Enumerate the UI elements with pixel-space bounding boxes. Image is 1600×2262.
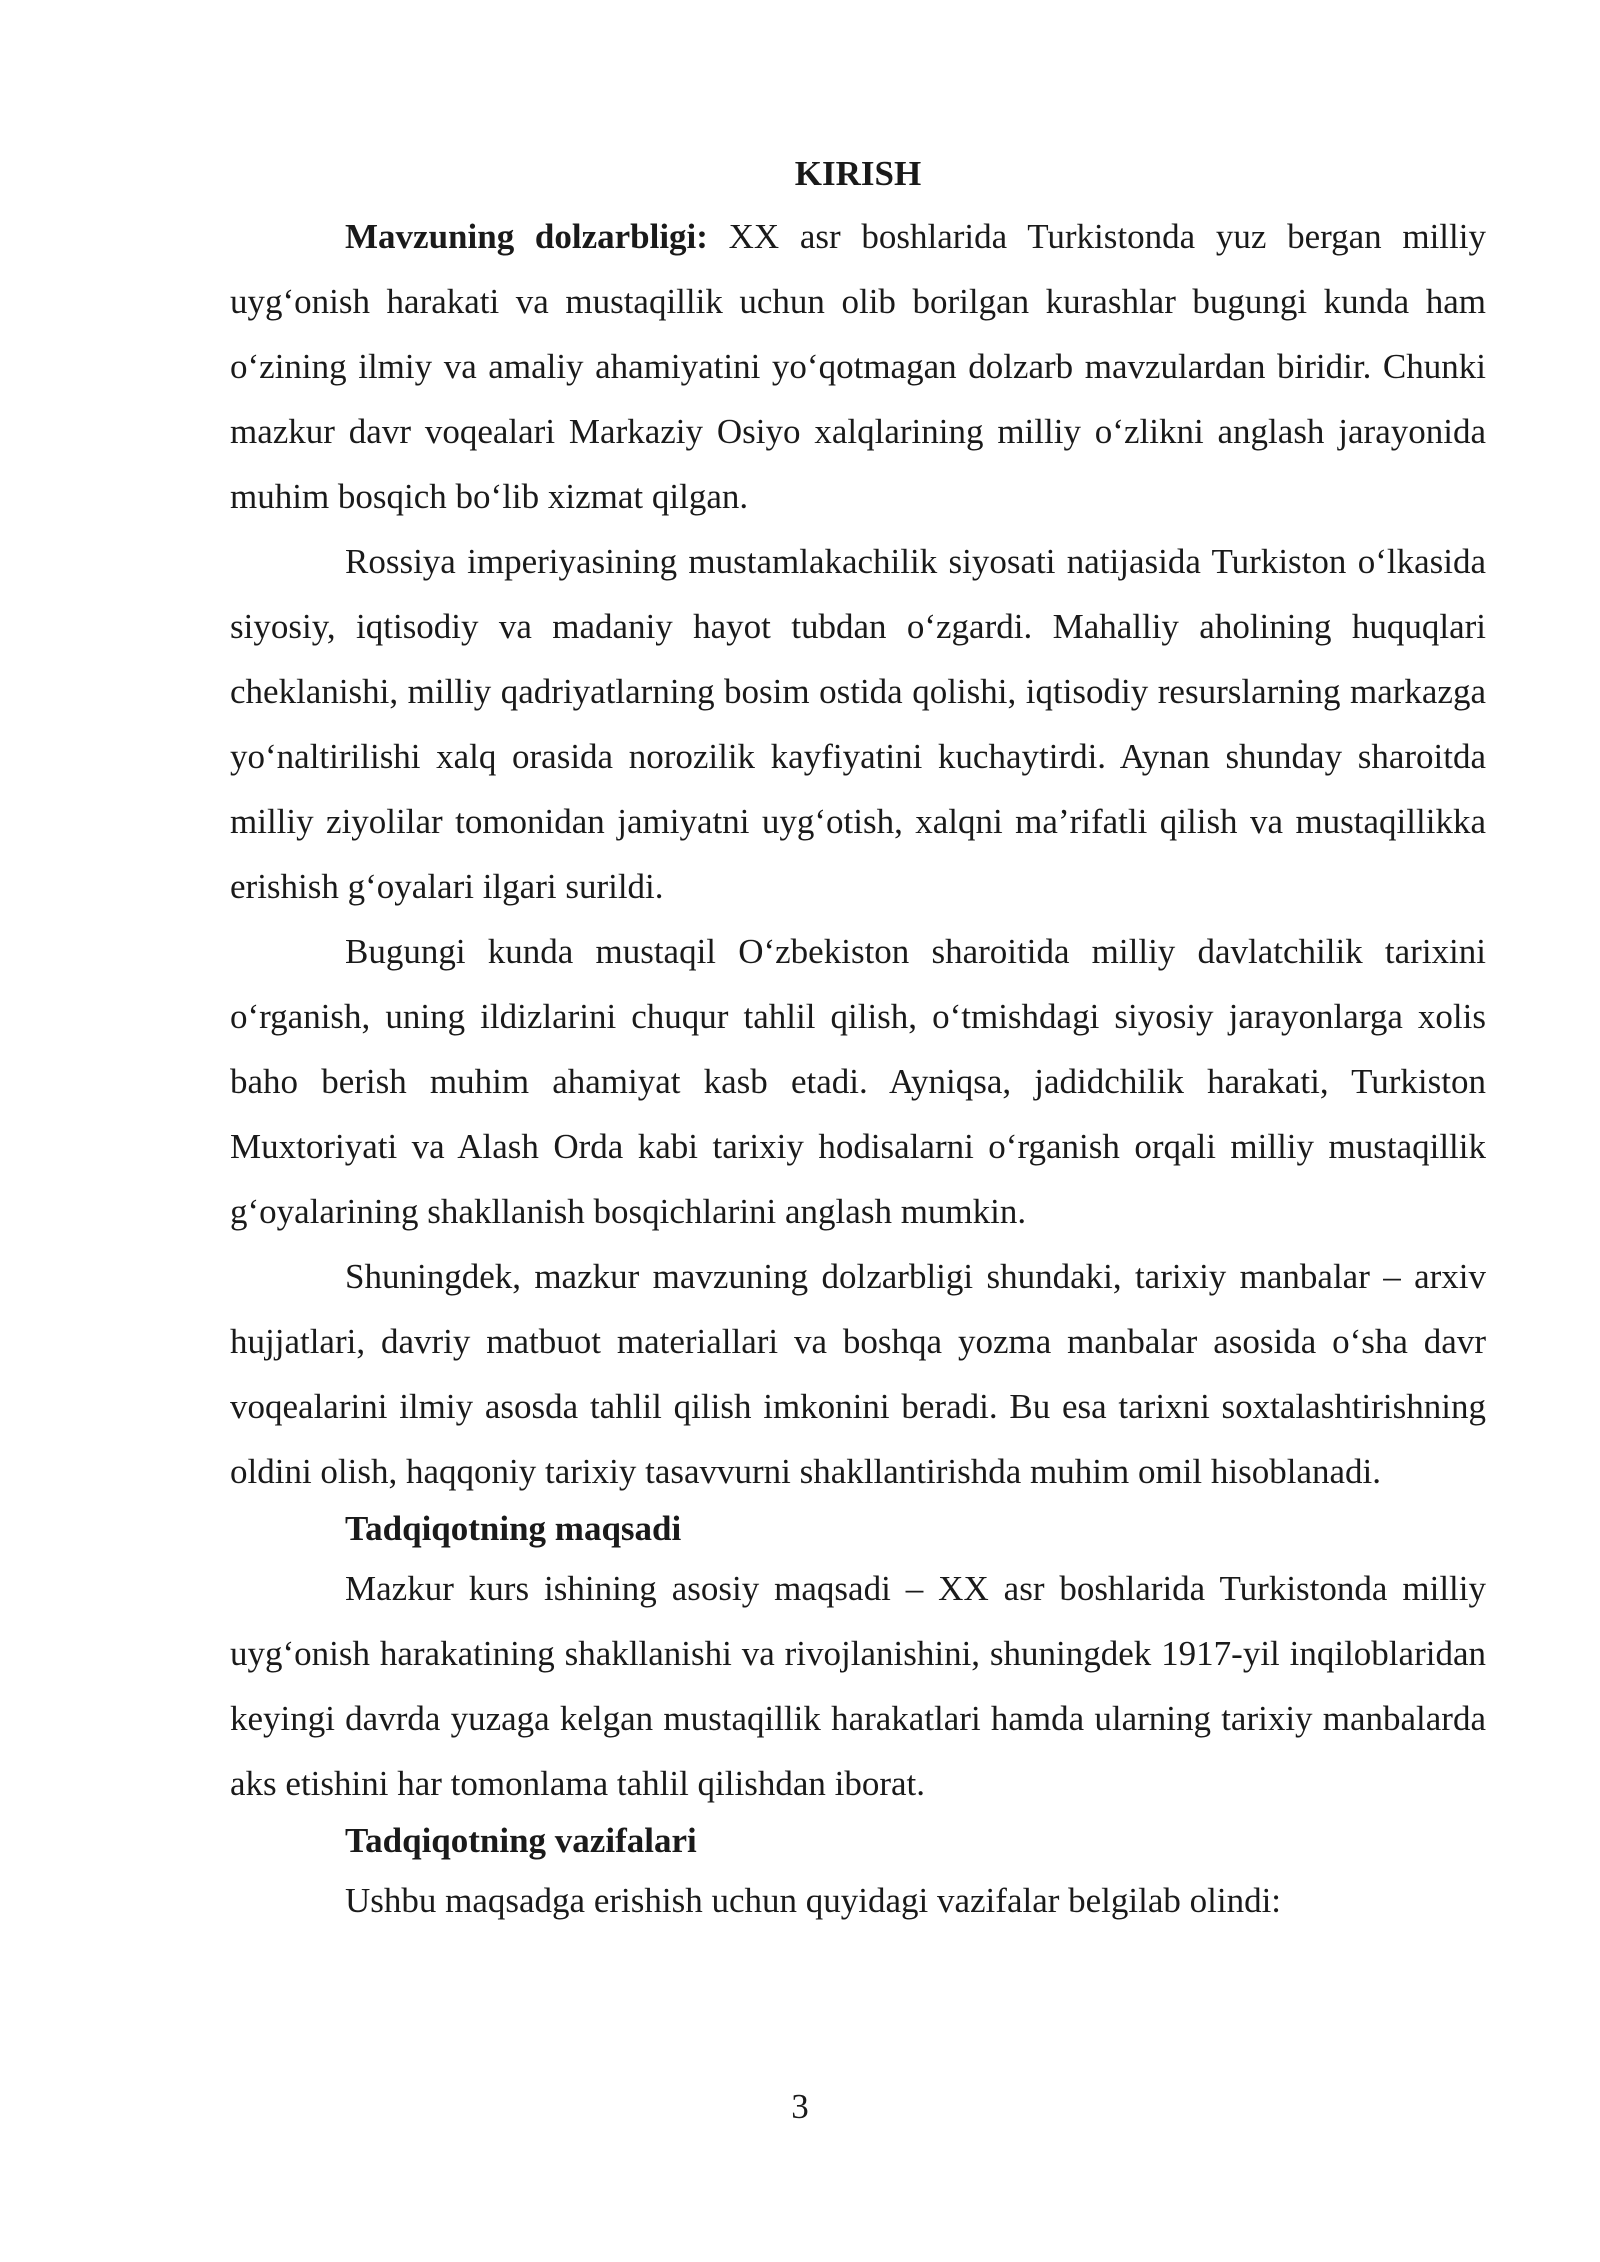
paragraph-research-tasks: Ushbu maqsadga erishish uchun quyidagi vazifalar belgilab olindi: xyxy=(345,1881,1282,1920)
page-number: 3 xyxy=(791,2087,809,2126)
page-title: KIRISH xyxy=(794,154,922,193)
paragraph-research-goal: Mazkur kurs ishining asosiy maqsadi – XX asr boshlarida Turkistonda milliy uyg‘onish harakatining shakllanishi va rivojlanishini, shuningdek 1917-yil inqiloblaridan keyingi davrda yuzaga kelgan mustaqillik harakatlari hamda ularning tarixiy manbalarda aks etishini har tomonlama tahlil qilishdan iborat. xyxy=(230,1569,1486,1803)
subheading-research-tasks: Tadqiqotning vazifalari xyxy=(345,1821,697,1860)
paragraph-relevance xyxy=(230,204,1486,529)
subheading-research-goal: Tadqiqotning maqsadi xyxy=(345,1509,682,1548)
paragraph-colonial-policy: Rossiya imperiyasining mustamlakachilik siyosati natijasida Turkiston o‘lkasida siyosiy, iqtisodiy va madaniy hayot tubdan o‘zgardi. Mahalliy aholining huquqlari cheklanishi, milliy qadriyatlarning bosim ostida qolishi, iqtisodiy resurslarning markazga yo‘naltirilishi xalq orasida norozilik kayfiyatini kuchaytirdi. Aynan shunday sharoitda milliy ziyolilar tomonidan jamiyatni uyg‘otish, xalqni ma’rifatli qilish va mustaqillikka erishish g‘oyalari ilgari surildi. xyxy=(230,542,1486,906)
paragraph-historical-sources: Shuningdek, mazkur mavzuning dolzarbligi shundaki, tarixiy manbalar – arxiv hujjatlari, davriy matbuot materiallari va boshqa yozma manbalar asosida o‘sha davr voqealarini ilmiy asosda tahlil qilish imkonini beradi. Bu esa tarixni soxtalashtirishning oldini olish, haqqoniy tarixiy tasavvurni shakllantirishda muhim omil hisoblanadi. xyxy=(230,1257,1486,1491)
paragraph-statehood-history: Bugungi kunda mustaqil O‘zbekiston sharoitida milliy davlatchilik tarixini o‘rganish, uning ildizlarini chuqur tahlil qilish, o‘tmishdagi siyosiy jarayonlarga xolis baho berish muhim ahamiyat kasb etadi. Ayniqsa, jadidchilik harakati, Turkiston Muxtoriyati va Alash Orda kabi tarixiy hodisalarni o‘rganish orqali milliy mustaqillik g‘oyalarining shakllanish bosqichlarini anglash mumkin. xyxy=(230,932,1486,1231)
page-body xyxy=(230,146,1486,1933)
relevance-text: XX asr boshlarida Turkistonda yuz bergan milliy uyg‘onish harakati va mustaqillik uchun olib borilgan kurashlar bugungi kunda ham o‘zining ilmiy va amaliy ahamiyatini yo‘qotmagan dolzarb mavzulardan biridir. Chunki mazkur davr voqealari Markaziy Osiyo xalqlarining milliy o‘zlikni anglash jarayonida muhim bosqich bo‘lib xizmat qilgan. xyxy=(230,217,1486,516)
relevance-label: Mavzuning dolzarbligi: xyxy=(345,217,708,256)
